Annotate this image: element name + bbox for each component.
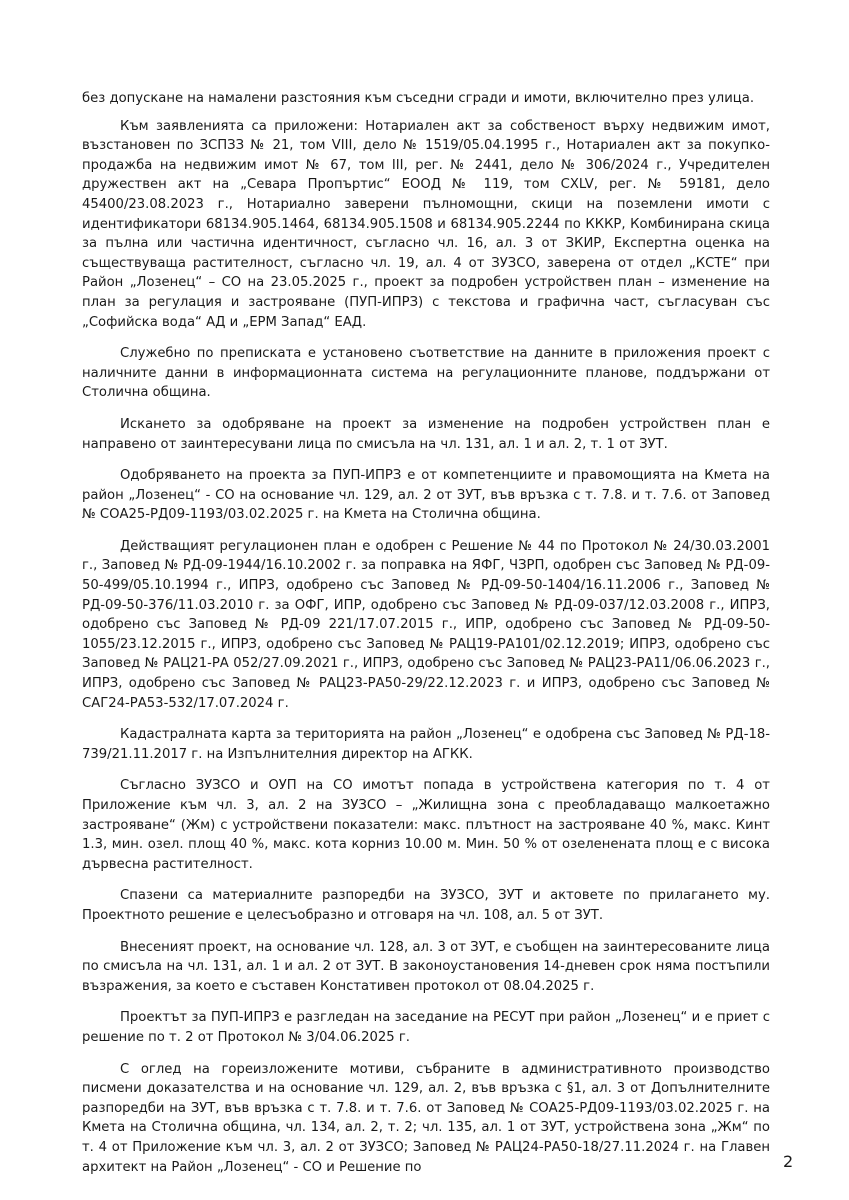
paragraph-compliance: Спазени са материалните разпоредби на ЗУЗСО, ЗУТ и актовете по прилагането му. Проектното решение е целесъобразно и отговаря на чл. 108, ал. 5 от ЗУТ.: [82, 888, 770, 923]
paragraph-continuation: без допускане на намалени разстояния към съседни сгради и имоти, включително през улица.: [82, 91, 755, 106]
document-body: [82, 89, 770, 1189]
paragraph-notification: Внесеният проект, на основание чл. 128, ал. 3 от ЗУТ, е съобщен на заинтересованите лица по смисъла на чл. 131, ал. 1 и ал. 2 от ЗУТ. В законоустановения 14-дневен срок няма постъпили възражения, за което е съставен Констативен протокол от 08.04.2025 г.: [82, 939, 770, 994]
page-number: 2: [783, 1152, 794, 1171]
paragraph-competence: Одобряването на проекта за ПУП-ИПРЗ е от компетенциите и правомощията на Кмета на район „Лозенец“ - СО на основание чл. 129, ал. 2 от ЗУТ, във връзка с т. 7.8. и т. 7.6. от Заповед № СОА25-РД09-1193/03.02.2025 г. на Кмета на Столична община.: [82, 468, 770, 523]
paragraph-zoning: Съгласно ЗУЗСО и ОУП на СО имотът попада в устройствена категория по т. 4 от Приложение към чл. 3, ал. 2 на ЗУЗСО – „Жилищна зона с преобладаващо малкоетажно застрояване“ (Жм) с устройствени показатели: макс. плътност на застрояване 40 %, макс. Кинт 1.3, мин. озел. площ 40 %, макс. кота корниз 10.00 м. Мин. 50 % от озеленената площ е с висока дървесна растителност.: [82, 778, 770, 872]
paragraph-cadastral-map: Кадастралната карта за територията на район „Лозенец“ е одобрена със Заповед № РД-18-739/21.11.2017 г. на Изпълнителния директор на АГКК.: [82, 727, 770, 762]
paragraph-resut: Проектът за ПУП-ИПРЗ е разгледан на заседание на РЕСУТ при район „Лозенец“ и е приет с решение по т. 2 от Протокол № 3/04.06.2025 г.: [82, 1010, 770, 1045]
paragraph-request: Искането за одобряване на проект за изменение на подробен устройствен план е направено от заинтересувани лица по смисъла на чл. 131, ал. 1 и ал. 2, т. 1 от ЗУТ.: [82, 416, 770, 452]
paragraph-grounds: С оглед на гореизложените мотиви, събраните в административното производство писмени доказателства и на основание чл. 129, ал. 2, във връзка с §1, ал. 3 от Допълнителните разпоредби на ЗУТ, във връзка с т. 7.8. и т. 7.6. от Заповед № СОА25-РД09-1193/03.02.2025 г. на Кмета на Столична община, чл. 134, ал. 2, т. 2; чл. 135, ал. 1 от ЗУТ, устройствена зона „Жм“ по т. 4 от Приложение към чл. 3, ал. 2 от ЗУЗСО; Заповед № РАЦ24-РА50-18/27.11.2024 г. на Главен архитект на Район „Лозенец“ - СО и Решение по: [82, 1061, 770, 1175]
paragraph-verification: Служебно по преписката е установено съответствие на данните в приложения проект с наличните данни в информационната система на регулационните планове, поддържани от Столична община.: [82, 346, 770, 401]
paragraph-attachments: Към заявленията са приложени: Нотариален акт за собственост върху недвижим имот, възстановен по ЗСПЗЗ № 21, том VIII, дело № 1519/05.04.1995 г., Нотариален акт за покупко-продажба на недвижим имот № 67, том III, рег. № 2441, дело № 306/2024 г., Учредителен дружествен акт на „Севара Пропъртис“ ЕООД № 119, том CXLV, рег. № 59181, дело 45400/23.08.2023 г., Нотариално заверени пълномощни, скици на поземлени имоти с идентификатори 68134.905.1464, 68134.905.1508 и 68134.905.2244 по КККР, Комбинирана скица за пълна или частична идентичност, съгласно чл. 16, ал. 3 от ЗКИР, Експертна оценка на съществуваща растителност, съгласно чл. 19, ал. 4 от ЗУЗСО, заверена от отдел „КСТЕ“ при Район „Лозенец“ – СО на 23.05.2025 г., проект за подробен устройствен план – изменение на план за регулация и застрояване (ПУП-ИПРЗ) с текстова и графична част, съгласуван със „Софийска вода“ АД и „ЕРМ Запад“ ЕАД.: [82, 118, 770, 330]
paragraph-current-plan: Действащият регулационен план е одобрен с Решение № 44 по Протокол № 24/30.03.2001 г., Заповед № РД-09-1944/16.10.2002 г. за поправка на ЯФГ, ЧЗРП, одобрен със Заповед № РД-09-50-499/05.10.1994 г., ИПРЗ, одобрено със Заповед № РД-09-50-1404/16.11.2006 г., Заповед № РД-09-50-376/11.03.2010 г. за ОФГ, ИПР, одобрено със Заповед № РД-09-037/12.03.2008 г., ИПРЗ, одобрено със Заповед № РД-09 221/17.07.2015 г., ИПР, одобрено със Заповед № РД-09-50-1055/23.12.2015 г., ИПРЗ, одобрено със Заповед № РАЦ19-РА101/02.12.2019; ИПРЗ, одобрено със Заповед № РАЦ21-РА 052/27.09.2021 г., ИПРЗ, одобрено със Заповед № РАЦ23-РА11/06.06.2023 г., ИПРЗ, одобрено със Заповед № РАЦ23-РА50-29/22.12.2023 г. и ИПРЗ, одобрено със Заповед № САГ24-РА53-532/17.07.2024 г.: [82, 538, 770, 711]
